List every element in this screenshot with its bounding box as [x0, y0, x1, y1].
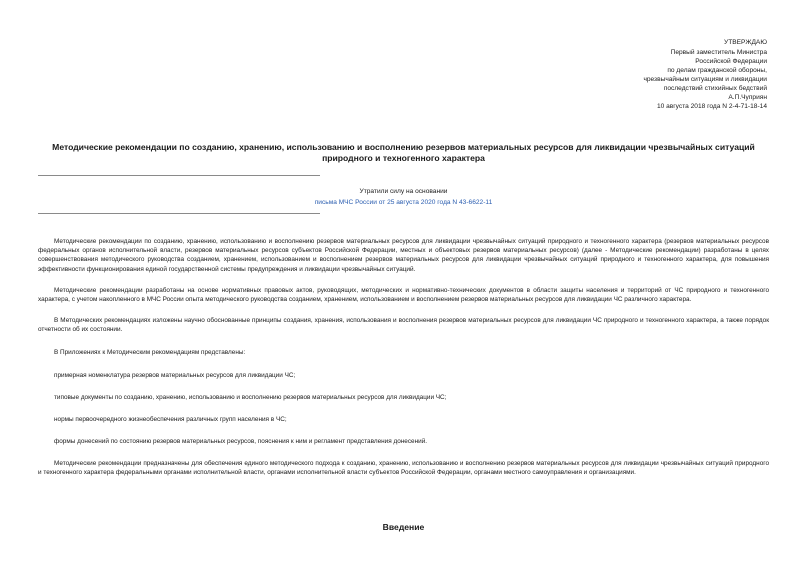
paragraph-purpose: Методические рекомендации по созданию, хранению, использованию и восполнению резервов материальных ресурсов для ликвидации чрезвычайных ситуаций природного и техногенного характера (резервов материальных ресурсов федеральных органов исполнительной власти, резервов материальных ресурсов субъектов Российской Федерации, местных и объектовых резервов материальных ресурсов) (далее - Методические рекомендации) разработаны в целях совершенствования методического руководства созданием, хранением, использованием и восполнением резервов материальных ресурсов для ликвидации чрезвычайных ситуаций природного и техногенного характера, для повышения эффективности функционирования единой государственной системы предупреждения и ликвидации чрезвычайных ситуаций. [38, 238, 769, 273]
void-note-text: Утратили силу на основании [359, 188, 448, 195]
document-title: Методические рекомендации по созданию, хранению, использованию и восполнению резервов материальных ресурсов для ликвидации чрезвычайных ситуаций природного и техногенного характера [52, 142, 755, 163]
approval-line-ministry-2: чрезвычайным ситуациям и ликвидации [643, 76, 767, 83]
approval-line-country: Российской Федерации [695, 58, 767, 65]
paragraph-intended-use: Методические рекомендации предназначены для обеспечения единого методического подхода к созданию, хранению, использованию и восполнению резервов материальных ресурсов для ликвидации чрезвычайных ситуаций природного и техногенного характера федеральными органами исполнительной власти, органами исполнительной власти субъектов Российской Федерации, органами местного самоуправления и организациями. [38, 459, 769, 476]
approval-heading: УТВЕРЖДАЮ [724, 39, 767, 46]
divider-top [38, 175, 320, 176]
approval-date-number: 10 августа 2018 года N 2-4-71-18-14 [656, 103, 767, 110]
list-item: нормы первоочередного жизнеобеспечения различных групп населения в ЧС; [54, 416, 287, 424]
approval-signatory: А.П.Чуприян [728, 94, 767, 101]
list-item: формы донесений по состоянию резервов материальных ресурсов, пояснения к ним и регламент представления донесений. [54, 438, 428, 446]
approval-line-position: Первый заместитель Министра [670, 49, 767, 56]
paragraph-basis: Методические рекомендации разработаны на основе нормативных правовых актов, руководящих, методических и нормативно-технических документов в области защиты населения и территорий от ЧС природного и техногенного характера, с учетом накопленного в МЧС России опыта методического руководства созданием, хранением, использованием и восполнением резервов материальных ресурсов для ликвидации ЧС различного характера. [38, 286, 769, 304]
approval-block [567, 38, 767, 111]
approval-line-ministry-1: по делам гражданской обороны, [667, 67, 767, 74]
approval-line-ministry-3: последствий стихийных бедствий [663, 85, 767, 92]
section-title-introduction: Введение [382, 522, 425, 532]
list-item: примерная номенклатура резервов материальных ресурсов для ликвидации ЧС; [54, 371, 296, 379]
list-item: типовые документы по созданию, хранению, использованию и восполнению резервов материальных ресурсов для ликвидации ЧС; [54, 394, 447, 402]
void-note-link[interactable]: письма МЧС России от 25 августа 2020 года N 43-6622-11 [314, 199, 493, 206]
paragraph-principles: В Методических рекомендациях изложены научно обоснованные принципы создания, хранения, использования и восполнения резервов материальных ресурсов для ликвидации ЧС природного и техногенного характера, а также порядок отчетности об их состоянии. [38, 317, 769, 334]
void-note [0, 186, 807, 208]
document-body [38, 237, 769, 477]
divider-bottom [38, 213, 320, 214]
paragraph-appendices-intro: В Приложениях к Методическим рекомендациям представлены: [54, 348, 246, 356]
